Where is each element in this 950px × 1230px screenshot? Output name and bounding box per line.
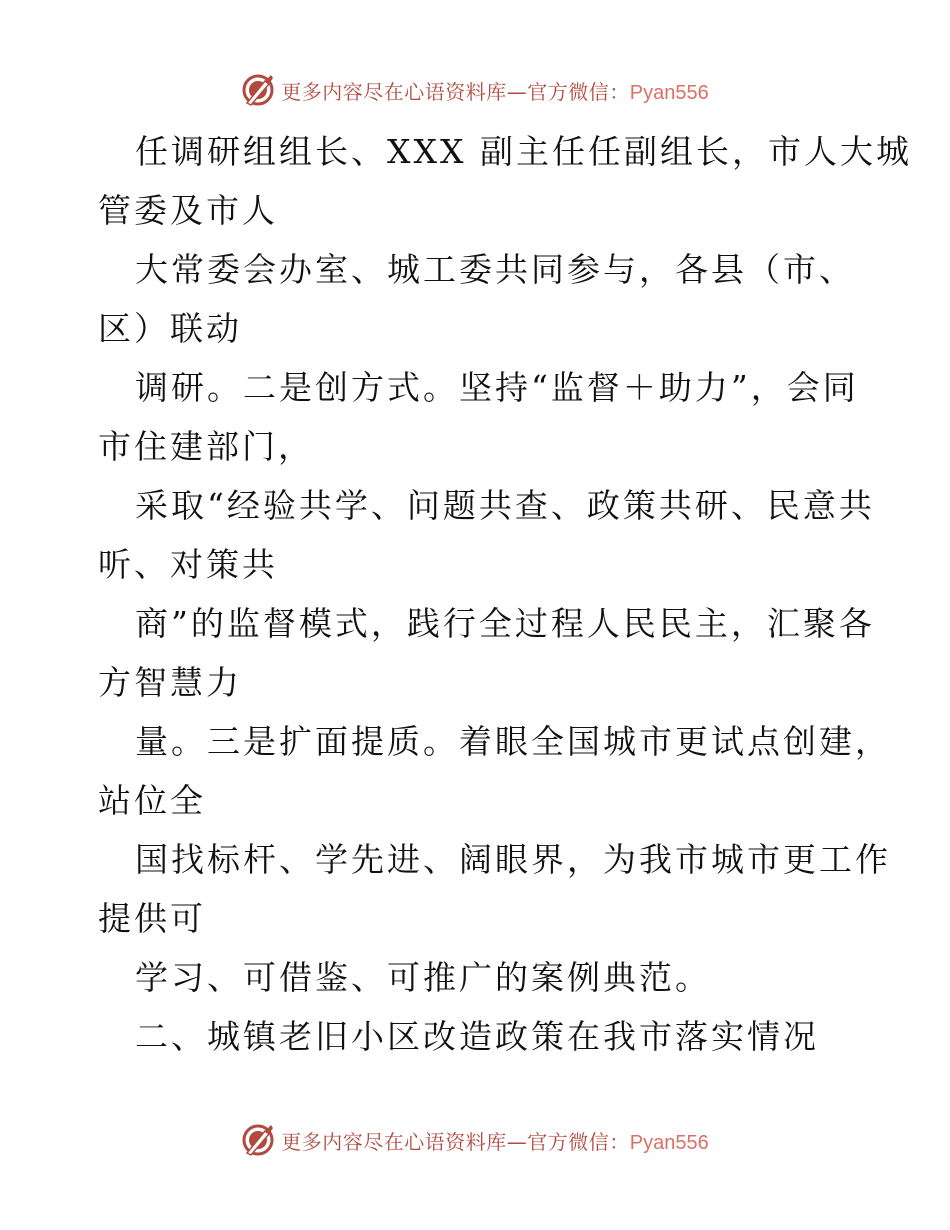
footer-watermark-banner	[0, 1118, 950, 1162]
body-line: 量。三是扩面提质。着眼全国城市更试点创建，	[135, 722, 891, 761]
pen-seal-icon	[241, 73, 275, 107]
header-banner-wechat-id: Pyan556	[629, 81, 709, 104]
body-line: 任调研组组长、XXX 副主任任副组长，市人大城	[135, 132, 912, 171]
body-line: 调研。二是创方式。坚持“监督＋助力”，会同	[135, 368, 859, 407]
footer-banner-wechat-id: Pyan556	[629, 1131, 709, 1154]
body-line: 商”的监督模式，践行全过程人民民主，汇聚各	[135, 604, 875, 643]
body-line: 站位全	[98, 781, 206, 820]
header-banner-separator: —	[506, 79, 528, 104]
body-line: 管委及市人	[98, 191, 278, 230]
body-line: 市住建部门，	[98, 427, 314, 466]
body-line: 采取“经验共学、问题共查、政策共研、民意共	[135, 486, 875, 525]
footer-banner-text	[281, 1126, 708, 1155]
header-banner-text	[281, 76, 708, 105]
body-line: 提供可	[98, 899, 206, 938]
body-line: 学习、可借鉴、可推广的案例典范。	[135, 958, 711, 997]
document-body	[98, 122, 912, 1066]
header-banner-wechat-label: 官方微信：	[527, 79, 630, 104]
header-banner-main: 更多内容尽在心语资料库	[281, 79, 507, 104]
footer-banner-main: 更多内容尽在心语资料库	[281, 1129, 507, 1154]
body-line: 听、对策共	[98, 545, 278, 584]
pen-seal-icon	[241, 1123, 275, 1157]
body-line: 大常委会办室、城工委共同参与，各县（市、	[135, 250, 855, 289]
header-watermark-banner	[0, 68, 950, 112]
section-heading: 二、城镇老旧小区改造政策在我市落实情况	[135, 1017, 819, 1056]
body-line: 区）联动	[98, 309, 242, 348]
footer-banner-separator: —	[506, 1129, 528, 1154]
body-line: 国找标杆、学先进、阔眼界，为我市城市更工作	[135, 840, 891, 879]
footer-banner-wechat-label: 官方微信：	[527, 1129, 630, 1154]
body-line: 方智慧力	[98, 663, 242, 702]
